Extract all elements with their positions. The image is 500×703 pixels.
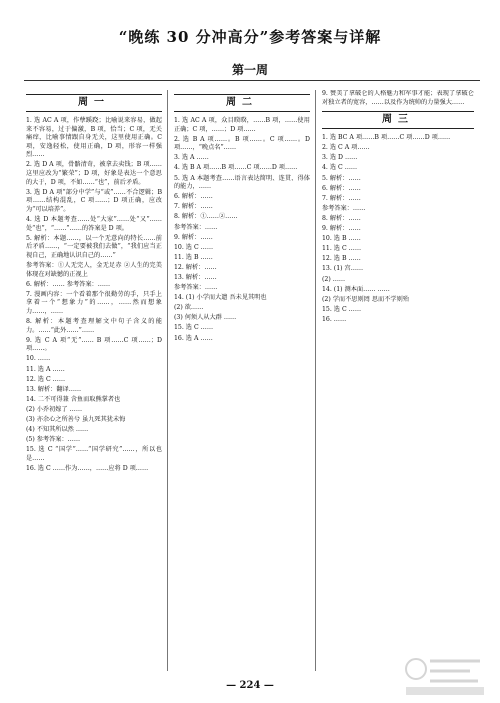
answer-paragraph: 16. 选 A …… [174, 334, 213, 342]
answer-paragraph: 12. 选 C …… [26, 375, 66, 383]
answer-paragraph: 16. …… [322, 315, 347, 323]
answer-paragraph: 8. 解析：本题考查理解文中句子含义的能力。……“此外……”…… [26, 318, 162, 334]
page-title: “晚练 30 分冲高分”参考答案与详解 [118, 28, 382, 46]
tuesday-continued [322, 90, 474, 107]
answer-paragraph: (2) 小乔初嫁了 …… [26, 405, 83, 413]
column-divider-1 [167, 90, 168, 671]
answer-paragraph: 参考答案：①人无完人，金无足赤 ②人生的完美体现在对缺憾的正视上 [26, 262, 162, 278]
answer-paragraph: 5. 解析：…… [322, 174, 361, 182]
column-wednesday [322, 90, 474, 671]
answer-paragraph: 6. 解析：…… [174, 193, 213, 201]
answer-paragraph: 5. 解析：本题……，以一个无意向的特长……前后矛盾……，“一定要被我们去做”，“我们应当正视自己，正确地认识自己的……” [26, 234, 162, 259]
answer-paragraph: 10. …… [26, 355, 51, 363]
answer-paragraph: 11. 选 C …… [322, 245, 362, 253]
week-heading: 第一周 [231, 63, 268, 77]
answer-paragraph: 参考答案：…… [322, 204, 366, 212]
answer-paragraph: 3. 选 A …… [174, 154, 209, 162]
answer-paragraph: 13. 解析：翻译…… [26, 385, 82, 393]
answer-paragraph: 9. 解析：…… [322, 225, 361, 233]
answer-paragraph: 13. 解析：…… [174, 274, 217, 281]
column-divider-2 [315, 90, 316, 671]
answer-paragraph: 1. 选 AC A 项，作孽蹊跷；比喻说来容易，做起来不容易，过于偏激，B 项，恰当；C 项，无关痛痒，比喻事情跟自身无关，这里使用正确。C 项，安逸轻松，使用正确，D 项，形容一样强烈…… [26, 117, 162, 159]
answer-paragraph: (2) …… [322, 275, 346, 283]
answer-paragraph: 4. 选 C …… [322, 164, 358, 172]
answer-paragraph: 1. 选 AC A 项，众目睽睽，……B 项，……使用正确；C 项，……；D 项…… [174, 117, 310, 133]
day-heading-tuesday: 周二 [174, 94, 310, 112]
answer-paragraph: 15. 选 C “国学”……“国学研究”……，所以也是…… [26, 446, 162, 462]
column-tuesday [174, 90, 310, 671]
day-heading-wednesday: 周三 [322, 111, 474, 129]
answer-paragraph: 9. 赞美了拿破仑的人格魅力和军事才能；表现了拿破仑对独立者的宽容，……以及作为统帅的力量强大…… [322, 90, 474, 106]
answer-paragraph: 7. 解析：…… [322, 194, 361, 202]
answer-paragraph: 9. 选 C A 项“无”…… B 项……C 项……；D 项……。 [26, 336, 162, 353]
answer-paragraph: (3) 何须人从大群 …… [174, 314, 237, 322]
answer-paragraph: 7. 解析：…… [174, 203, 213, 211]
answer-paragraph: 12. 解析：…… [174, 263, 217, 271]
answer-paragraph: (4) 不知其所以然 …… [26, 426, 89, 434]
answer-paragraph: 10. 选 B …… [322, 235, 361, 243]
wednesday-answers [322, 134, 474, 324]
answer-paragraph: 15. 选 C …… [174, 324, 214, 332]
top-rule [24, 80, 480, 81]
answer-paragraph: 14. (1) 测本面…… …… [322, 285, 390, 293]
column-monday [26, 90, 162, 671]
answer-paragraph: 2. 选 D A 项，骨骼清奇，被拿去卖钱；B 项……这里应改为“繁荣”；D 项，好象是表达一个意思的大于，D 项，不如……“也”，前后矛盾。 [26, 161, 162, 186]
answer-paragraph: 16. 选 C ……作为……，……应将 D 项…… [26, 464, 149, 472]
answer-paragraph: 参考答案：…… [174, 284, 218, 292]
answer-paragraph: 8. 解析：①……②…… [174, 213, 238, 221]
answer-paragraph: 1. 选 BC A 项……B 项……C 项……D 项…… [322, 134, 451, 142]
answer-paragraph: 4. 选 D 本题考查……处“大家”……处“又”……处“也”，“……”……的答案是 D 项。 [26, 216, 162, 232]
tuesday-answers [174, 117, 310, 343]
page-number: — 224 — [226, 680, 274, 691]
watermark-logo [402, 655, 488, 699]
answer-paragraph: 2. 选 B A 项……。B 项……。C 项……。D 项……，“晚点名”…… [174, 135, 310, 152]
answer-paragraph: 7. 漫画内容：一个看着那个很勤劳的手，只手上拿着一个“想象力”的……，……然而想象力……，…… [26, 290, 162, 315]
answer-paragraph: 5. 选 A 本题考查……语言表达简明、连贯、得体的能力，…… [174, 174, 310, 191]
answer-paragraph: 13. (1) 宫…… [322, 265, 364, 273]
answer-paragraph: 9. 解析：…… [174, 233, 213, 241]
monday-answers [26, 117, 162, 474]
answer-paragraph: 14. 二不可得兼 含鱼而取熊掌者也 [26, 395, 121, 403]
answer-paragraph: 15. 选 C …… [322, 305, 362, 313]
day-heading-monday: 周一 [26, 94, 162, 112]
answer-paragraph: 3. 选 D A 项“部分中学”与“或”……不合逻辑；B 项……结构混乱，C 项……；D 项正确，应改为“可以培养”。 [26, 188, 162, 213]
answer-paragraph: 11. 选 B …… [174, 253, 213, 261]
answer-paragraph: 6. 解析：…… 参考答案：…… [26, 280, 111, 288]
answer-paragraph: (2) 欲…… [174, 304, 204, 312]
answer-paragraph: 10. 选 C …… [174, 243, 214, 251]
answer-paragraph: 参考答案：…… [174, 223, 218, 231]
answer-paragraph: (2) 学而不思则罔 思而不学则殆 [322, 295, 409, 303]
answer-paragraph: 6. 解析：…… [322, 184, 361, 192]
answer-paragraph: 14. (1) 小学而大遗 吾未见其明也 [174, 294, 267, 302]
answer-paragraph: 4. 选 B A 项……B 项……C 项……D 项…… [174, 164, 298, 172]
answer-paragraph: 2. 选 C A 项…… [322, 144, 370, 152]
answer-paragraph: 11. 选 A …… [26, 365, 65, 373]
answer-paragraph: (5) 参考答案：…… [26, 436, 81, 444]
answer-paragraph: (3) 亦余心之所善兮 虽九死其犹未悔 [26, 416, 126, 423]
answer-paragraph: 12. 选 B …… [322, 255, 361, 263]
answer-paragraph: 3. 选 D …… [322, 154, 358, 162]
answer-paragraph: 8. 解析：…… [322, 214, 361, 222]
